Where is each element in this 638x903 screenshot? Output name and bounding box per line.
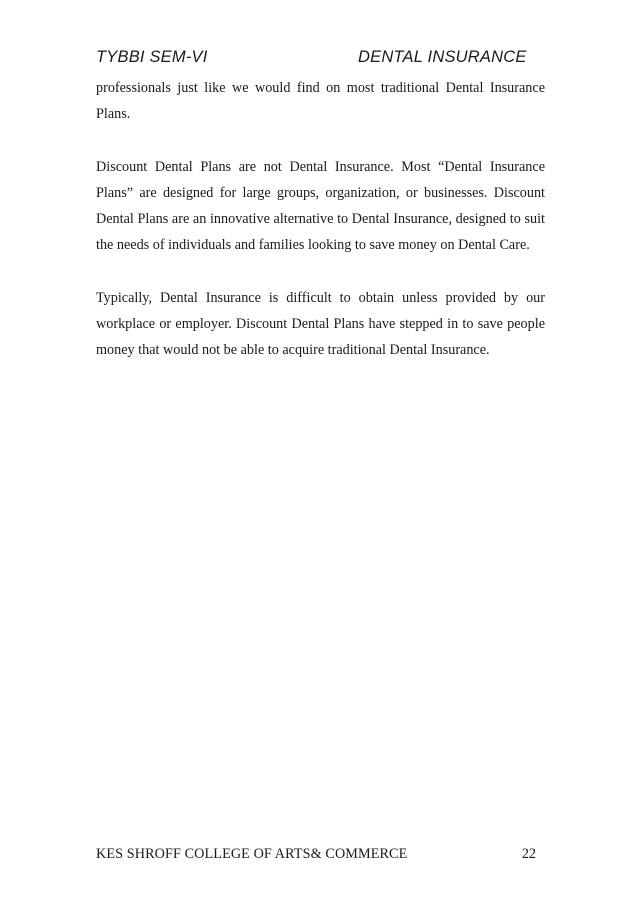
paragraph-typically: Typically, Dental Insurance is difficult to obtain unless provided by our workplace or employer. Discount Dental Plans have stepped in to save people money that would not be able to acquire traditional Dental Insurance. — [96, 289, 545, 358]
page-body — [96, 75, 545, 389]
header-title: DENTAL INSURANCE — [358, 48, 527, 66]
page-number: 22 — [521, 846, 536, 862]
page-footer — [96, 846, 546, 868]
paragraph-discount-plans: Discount Dental Plans are not Dental Insurance. Most “Dental Insurance Plans” are designed for large groups, organization, or businesses. Discount Dental Plans are an innovative alternative to Dental Insurance, designed to suit the needs of individuals and families looking to save money on Dental Care. — [96, 158, 545, 254]
paragraph-continuation: professionals just like we would find on most traditional Dental Insurance Plans. — [96, 80, 545, 123]
header-course: TYBBI SEM-VI — [96, 48, 208, 66]
page-header — [96, 44, 546, 70]
footer-college-name: KES SHROFF COLLEGE OF ARTS& COMMERCE — [96, 846, 408, 862]
